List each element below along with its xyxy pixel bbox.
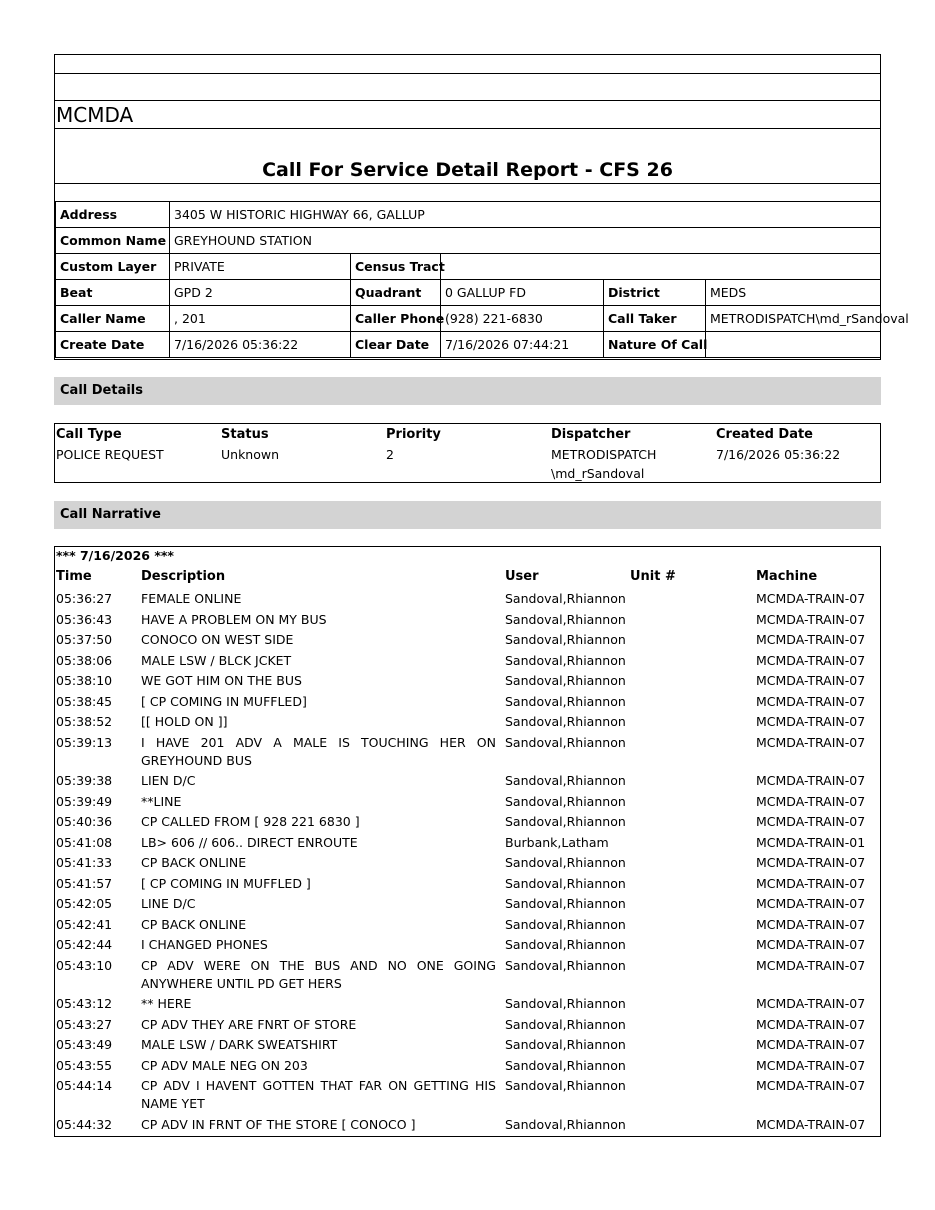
call-details-header: Call Details bbox=[54, 377, 881, 405]
narrative-user: Sandoval,Rhiannon bbox=[505, 937, 626, 952]
narrative-description: MALE LSW / BLCK JCKET bbox=[141, 652, 292, 668]
narrative-user: Burbank,Latham bbox=[505, 834, 609, 850]
narrative-machine: MCMDA-TRAIN-07 bbox=[756, 652, 866, 668]
narrative-time: 05:42:44 bbox=[56, 937, 113, 952]
narrative-time: 05:44:14 bbox=[56, 1078, 113, 1093]
narrative-user: Sandoval,Rhiannon bbox=[505, 734, 626, 750]
narrative-machine: MCMDA-TRAIN-07 bbox=[756, 591, 866, 606]
narrative-machine: MCMDA-TRAIN-07 bbox=[756, 855, 866, 870]
narrative-description: CP CALLED FROM [ 928 221 6830 ] bbox=[141, 814, 360, 829]
address-label: Address bbox=[56, 202, 170, 228]
narrative-time: 05:41:33 bbox=[56, 855, 113, 870]
narrative-description: HAVE A PROBLEM ON MY BUS bbox=[141, 611, 327, 627]
narrative-user: Sandoval,Rhiannon bbox=[505, 916, 626, 932]
divider bbox=[55, 73, 880, 74]
census-tract-value bbox=[441, 254, 881, 280]
narrative-time: 05:43:10 bbox=[56, 957, 113, 973]
district-value: MEDS bbox=[706, 280, 881, 306]
narrative-date: *** 7/16/2026 *** bbox=[56, 548, 174, 563]
narrative-description: [ CP COMING IN MUFFLED] bbox=[141, 693, 307, 709]
narrative-time: 05:43:12 bbox=[56, 996, 113, 1011]
narrative-user: Sandoval,Rhiannon bbox=[505, 632, 626, 647]
common-name-label: Common Name bbox=[56, 228, 170, 254]
narrative-machine: MCMDA-TRAIN-07 bbox=[756, 793, 866, 809]
narrative-machine: MCMDA-TRAIN-07 bbox=[756, 896, 866, 911]
narrative-user: Sandoval,Rhiannon bbox=[505, 714, 626, 729]
narrative-machine: MCMDA-TRAIN-01 bbox=[756, 834, 866, 850]
narrative-machine: MCMDA-TRAIN-07 bbox=[756, 1037, 866, 1052]
narrative-time: 05:43:49 bbox=[56, 1037, 113, 1052]
narrative-machine: MCMDA-TRAIN-07 bbox=[756, 814, 866, 829]
priority-value: 2 bbox=[386, 447, 394, 462]
call-narrative-header: Call Narrative bbox=[54, 501, 881, 529]
narrative-time: 05:43:55 bbox=[56, 1057, 113, 1073]
narrative-user: Sandoval,Rhiannon bbox=[505, 814, 626, 829]
narrative-time: 05:39:49 bbox=[56, 793, 113, 809]
narrative-time: 05:39:13 bbox=[56, 734, 113, 750]
description-header: Description bbox=[141, 569, 226, 584]
narrative-time: 05:44:32 bbox=[56, 1116, 113, 1132]
narrative-time: 05:38:45 bbox=[56, 693, 113, 709]
narrative-time: 05:41:08 bbox=[56, 834, 113, 850]
narrative-user: Sandoval,Rhiannon bbox=[505, 1057, 626, 1073]
machine-header: Machine bbox=[756, 569, 818, 584]
status-value: Unknown bbox=[221, 447, 280, 462]
narrative-time: 05:36:27 bbox=[56, 591, 113, 606]
quadrant-value: 0 GALLUP FD bbox=[441, 280, 604, 306]
caller-name-value: , 201 bbox=[170, 306, 351, 332]
narrative-user: Sandoval,Rhiannon bbox=[505, 875, 626, 891]
time-header: Time bbox=[56, 569, 92, 584]
narrative-time: 05:40:36 bbox=[56, 814, 113, 829]
narrative-description: CP ADV THEY ARE FNRT OF STORE bbox=[141, 1016, 357, 1032]
narrative-user: Sandoval,Rhiannon bbox=[505, 652, 626, 668]
narrative-machine: MCMDA-TRAIN-07 bbox=[756, 1078, 866, 1093]
narrative-user: Sandoval,Rhiannon bbox=[505, 957, 626, 973]
narrative-description: MALE LSW / DARK SWEATSHIRT bbox=[141, 1037, 338, 1052]
dispatcher-value bbox=[551, 445, 656, 483]
narrative-machine: MCMDA-TRAIN-07 bbox=[756, 875, 866, 891]
narrative-user: Sandoval,Rhiannon bbox=[505, 1116, 626, 1132]
dates-row bbox=[56, 332, 881, 358]
narrative-machine: MCMDA-TRAIN-07 bbox=[756, 714, 866, 729]
narrative-user: Sandoval,Rhiannon bbox=[505, 773, 626, 788]
report-title: Call For Service Detail Report - CFS 26 bbox=[262, 159, 673, 181]
narrative-user: Sandoval,Rhiannon bbox=[505, 1016, 626, 1032]
narrative-description: I HAVE 201 ADV A MALE IS TOUCHING HER ON GREYHOUND BUS bbox=[141, 734, 496, 768]
narrative-description: CONOCO ON WEST SIDE bbox=[141, 632, 294, 647]
narrative-description: LB> 606 // 606.. DIRECT ENROUTE bbox=[141, 834, 358, 850]
narrative-time: 05:38:06 bbox=[56, 652, 113, 668]
unit-header: Unit # bbox=[630, 569, 676, 584]
narrative-table bbox=[54, 546, 881, 1137]
narrative-machine: MCMDA-TRAIN-07 bbox=[756, 632, 866, 647]
dispatcher-line2: \md_rSandoval bbox=[551, 466, 645, 481]
caller-row bbox=[56, 306, 881, 332]
district-label: District bbox=[604, 280, 706, 306]
created-date-value: 7/16/2026 05:36:22 bbox=[716, 447, 841, 462]
narrative-machine: MCMDA-TRAIN-07 bbox=[756, 1016, 866, 1032]
narrative-time: 05:38:52 bbox=[56, 714, 113, 729]
clear-date-value: 7/16/2026 07:44:21 bbox=[441, 332, 604, 358]
narrative-time: 05:42:41 bbox=[56, 916, 113, 932]
narrative-description: CP BACK ONLINE bbox=[141, 916, 247, 932]
create-date-value: 7/16/2026 05:36:22 bbox=[170, 332, 351, 358]
custom-layer-label: Custom Layer bbox=[56, 254, 170, 280]
narrative-machine: MCMDA-TRAIN-07 bbox=[756, 1057, 866, 1073]
address-value: 3405 W HISTORIC HIGHWAY 66, GALLUP bbox=[170, 202, 881, 228]
beat-value: GPD 2 bbox=[170, 280, 351, 306]
quadrant-label: Quadrant bbox=[351, 280, 441, 306]
narrative-user: Sandoval,Rhiannon bbox=[505, 673, 626, 688]
narrative-machine: MCMDA-TRAIN-07 bbox=[756, 996, 866, 1011]
narrative-description: [[ HOLD ON ]] bbox=[141, 714, 228, 729]
caller-name-label: Caller Name bbox=[56, 306, 170, 332]
narrative-time: 05:37:50 bbox=[56, 632, 113, 647]
narrative-description: [ CP COMING IN MUFFLED ] bbox=[141, 875, 311, 891]
narrative-user: Sandoval,Rhiannon bbox=[505, 896, 626, 911]
narrative-description: **LINE bbox=[141, 793, 182, 809]
narrative-user: Sandoval,Rhiannon bbox=[505, 793, 626, 809]
narrative-description: ** HERE bbox=[141, 996, 192, 1011]
narrative-time: 05:39:38 bbox=[56, 773, 113, 788]
caller-phone-label: Caller Phone bbox=[351, 306, 441, 332]
narrative-time: 05:36:43 bbox=[56, 611, 113, 627]
priority-header: Priority bbox=[386, 427, 441, 442]
divider bbox=[55, 100, 880, 101]
census-tract-label: Census Tract bbox=[351, 254, 441, 280]
call-details-table bbox=[54, 423, 881, 483]
narrative-description: I CHANGED PHONES bbox=[141, 937, 268, 952]
narrative-machine: MCMDA-TRAIN-07 bbox=[756, 1116, 866, 1132]
narrative-user: Sandoval,Rhiannon bbox=[505, 591, 626, 606]
call-info-table bbox=[55, 201, 909, 358]
narrative-machine: MCMDA-TRAIN-07 bbox=[756, 673, 866, 688]
narrative-user: Sandoval,Rhiannon bbox=[505, 1078, 626, 1093]
custom-layer-value: PRIVATE bbox=[170, 254, 351, 280]
narrative-description: FEMALE ONLINE bbox=[141, 591, 242, 606]
narrative-description: CP ADV MALE NEG ON 203 bbox=[141, 1057, 308, 1073]
narrative-user: Sandoval,Rhiannon bbox=[505, 855, 626, 870]
create-date-label: Create Date bbox=[56, 332, 170, 358]
narrative-machine: MCMDA-TRAIN-07 bbox=[756, 957, 866, 973]
narrative-machine: MCMDA-TRAIN-07 bbox=[756, 916, 866, 932]
beat-row bbox=[56, 280, 881, 306]
status-header: Status bbox=[221, 427, 269, 442]
call-type-value: POLICE REQUEST bbox=[56, 447, 164, 462]
narrative-user: Sandoval,Rhiannon bbox=[505, 1037, 626, 1052]
clear-date-label: Clear Date bbox=[351, 332, 441, 358]
call-taker-label: Call Taker bbox=[604, 306, 706, 332]
narrative-time: 05:42:05 bbox=[56, 896, 113, 911]
user-header: User bbox=[505, 569, 539, 584]
narrative-description: CP ADV IN FRNT OF THE STORE [ CONOCO ] bbox=[141, 1116, 416, 1132]
narrative-machine: MCMDA-TRAIN-07 bbox=[756, 611, 866, 627]
call-taker-value: METRODISPATCH\md_rSandoval bbox=[706, 306, 881, 332]
report-header bbox=[54, 54, 909, 360]
common-name-row bbox=[56, 228, 881, 254]
narrative-description: LINE D/C bbox=[141, 896, 196, 911]
caller-phone-value: (928) 221-6830 bbox=[441, 306, 604, 332]
nature-of-call-label: Nature Of Call bbox=[604, 332, 706, 358]
narrative-machine: MCMDA-TRAIN-07 bbox=[756, 937, 866, 952]
narrative-machine: MCMDA-TRAIN-07 bbox=[756, 693, 866, 709]
narrative-user: Sandoval,Rhiannon bbox=[505, 611, 626, 627]
narrative-time: 05:38:10 bbox=[56, 673, 113, 688]
created-date-header: Created Date bbox=[716, 427, 813, 442]
common-name-value: GREYHOUND STATION bbox=[170, 228, 881, 254]
narrative-user: Sandoval,Rhiannon bbox=[505, 693, 626, 709]
dispatcher-line1: METRODISPATCH bbox=[551, 447, 657, 462]
narrative-description: WE GOT HIM ON THE BUS bbox=[141, 673, 302, 688]
narrative-description: CP ADV WERE ON THE BUS AND NO ONE GOING ANYWHERE UNTIL PD GET HERS bbox=[141, 957, 496, 991]
beat-label: Beat bbox=[56, 280, 170, 306]
custom-layer-row bbox=[56, 254, 881, 280]
narrative-machine: MCMDA-TRAIN-07 bbox=[756, 773, 866, 788]
divider bbox=[55, 183, 880, 184]
nature-of-call-value bbox=[706, 332, 881, 358]
divider bbox=[55, 128, 880, 129]
narrative-machine: MCMDA-TRAIN-07 bbox=[756, 734, 866, 750]
narrative-description: LIEN D/C bbox=[141, 773, 196, 788]
narrative-description: CP BACK ONLINE bbox=[141, 855, 247, 870]
narrative-user: Sandoval,Rhiannon bbox=[505, 996, 626, 1011]
narrative-time: 05:41:57 bbox=[56, 875, 113, 891]
dispatcher-header: Dispatcher bbox=[551, 427, 631, 442]
narrative-time: 05:43:27 bbox=[56, 1016, 113, 1032]
narrative-description: CP ADV I HAVENT GOTTEN THAT FAR ON GETTING HIS NAME YET bbox=[141, 1078, 496, 1111]
org-name: MCMDA bbox=[56, 103, 134, 127]
call-type-header: Call Type bbox=[56, 427, 122, 442]
address-row bbox=[56, 202, 881, 228]
